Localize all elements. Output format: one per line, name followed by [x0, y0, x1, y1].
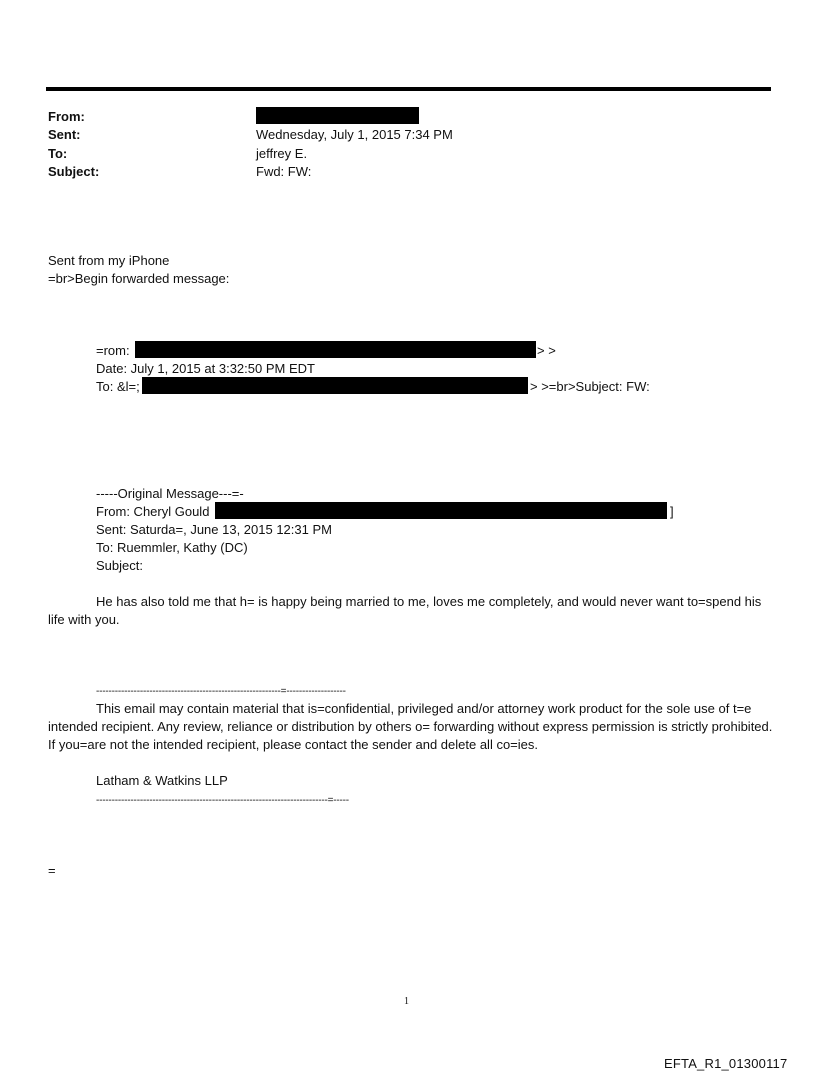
body-line-1: Sent from my iPhone [48, 253, 170, 268]
orig-from-suffix: ] [670, 504, 674, 519]
orig-subject-line: Subject: [96, 558, 143, 573]
redacted-orig-from [215, 502, 667, 519]
to-label: To: [48, 146, 68, 161]
sent-value: Wednesday, July 1, 2015 7:34 PM [256, 127, 453, 142]
orig-to-line: To: Ruemmler, Kathy (DC) [96, 540, 248, 555]
orig-from-prefix: From: Cheryl Gould [96, 504, 210, 519]
orig-sent-line: Sent: Saturda=, June 13, 2015 12:31 PM [96, 522, 332, 537]
sent-label: Sent: [48, 127, 81, 142]
trailing-equals: = [48, 863, 56, 878]
body-line-2: =br>Begin forwarded message: [48, 271, 230, 286]
disclaimer-top-rule: -----------------------------------------------------------=------------------- [96, 686, 346, 697]
redacted-from [256, 107, 419, 124]
subject-value: Fwd: FW: [256, 164, 312, 179]
firm-name: Latham & Watkins LLP [96, 773, 228, 788]
fwd-date-line: Date: July 1, 2015 at 3:32:50 PM EDT [96, 361, 315, 376]
fwd-to-suffix: > >=br>Subject: FW: [530, 379, 650, 394]
from-label: From: [48, 109, 85, 124]
subject-label: Subject: [48, 164, 100, 179]
fwd-to-prefix: To: &l=; [96, 379, 140, 394]
disclaimer-text: This email may contain material that is=confidential, privileged and/or attorney work product for the sole use of t=e intended recipient. Any review, reliance or distribution by others o= forwarding without express permission is strictly prohibited. If you=are not the intended recipient, please contact the sender and delete all co=ies. [48, 701, 773, 752]
fwd-from-prefix: =rom: [96, 343, 130, 358]
to-value: jeffrey E. [256, 146, 308, 161]
original-message-text: He has also told me that h= is happy being married to me, loves me completely, and would never want to=spend his life with you. [48, 594, 762, 627]
fwd-from-suffix: > > [537, 343, 556, 358]
redacted-fwd-to [142, 377, 528, 394]
redacted-fwd-from [135, 341, 536, 358]
original-divider: -----Original Message---=- [96, 486, 244, 501]
page-number: 1 [404, 996, 409, 1007]
disclaimer-bottom-rule: --------------------------------------------------------------------------=----- [96, 795, 349, 806]
document-id: EFTA_R1_01300117 [664, 1056, 788, 1071]
header-rule [46, 87, 771, 91]
